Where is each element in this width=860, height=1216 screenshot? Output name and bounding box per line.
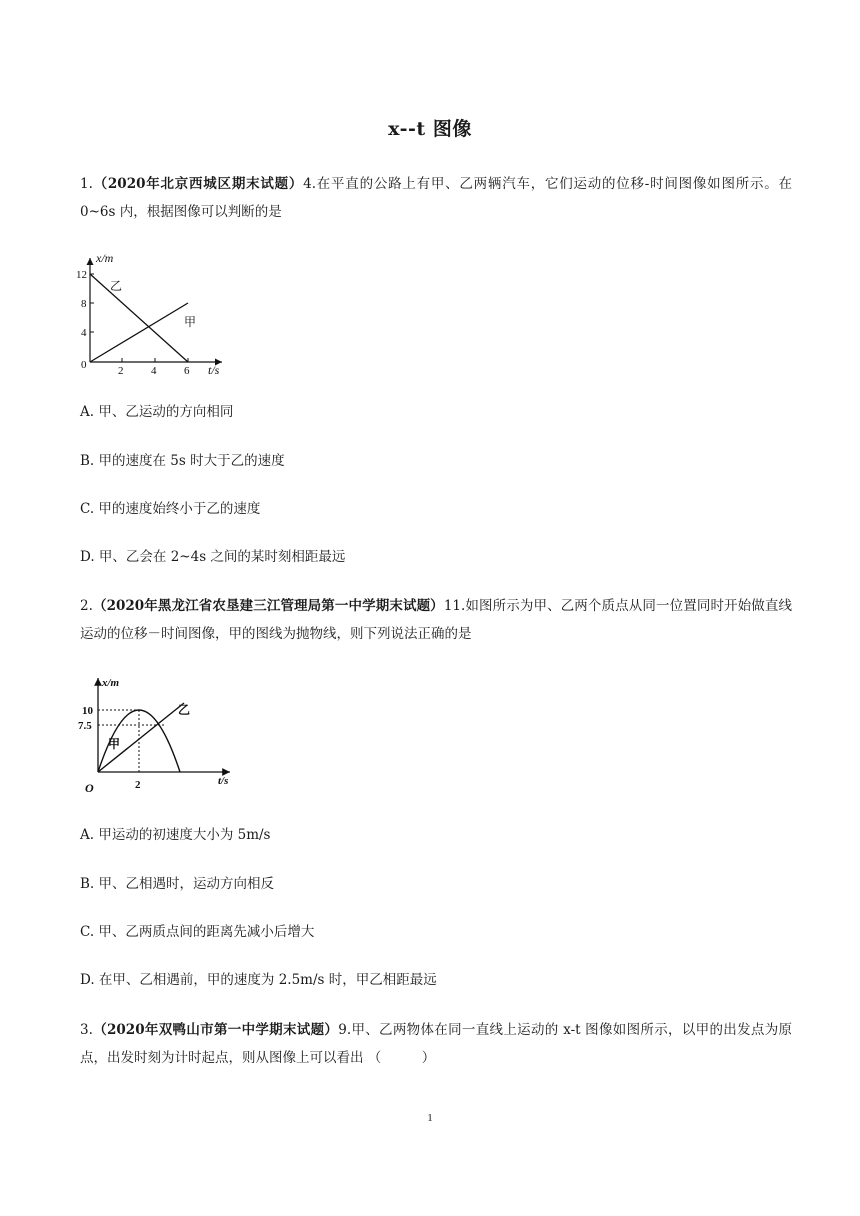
y-axis-label: x/m [102,677,120,689]
question-3-number: 3. [80,1022,93,1038]
line-yi-label: 乙 [178,703,191,717]
question-1-option-c: C. 甲的速度始终小于乙的速度 [80,501,261,517]
y-axis-label: x/m [96,251,114,265]
question-3-source: （2020年双鸭山市第一中学期末试题） [92,1022,339,1038]
x-tick-label: 2 [135,779,141,791]
x-tick-label: 4 [151,365,157,377]
question-2-number: 2. [80,598,93,614]
question-1-source: （2020年北京西城区期末试题） [92,176,304,192]
question-1-option-d: D. 甲、乙会在 2~4s 之间的某时刻相距最远 [80,549,346,565]
line-jia [90,303,188,362]
question-3-text: 9.甲、乙两物体在同一直线上运动的 x-t 图像如图所示，以甲的出发点为原点，出发时刻为计时起点，则从图像上可以看出 （ ） [80,1022,793,1066]
question-3-stem [80,1016,792,1072]
question-1-text: 4.在平直的公路上有甲、乙两辆汽车，它们运动的位移-时间图像如图所示。在 0~6s 内，根据图像可以判断的是 [80,176,792,220]
question-2-option-c: C. 甲、乙两质点间的距离先减小后增大 [80,924,315,940]
question-2-source: （2020年黑龙江省农垦建三江管理局第一中学期末试题） [92,598,444,614]
question-2-option-b: B. 甲、乙相遇时，运动方向相反 [80,876,275,892]
question-2-option-a: A. 甲运动的初速度大小为 5m/s [80,827,271,843]
question-2-figure [78,672,238,802]
page-title: x--t 图像 [388,118,472,140]
line-yi [90,274,188,362]
line-yi-label: 乙 [110,279,123,293]
y-tick-label: 4 [81,327,87,339]
origin-label: O [85,781,94,795]
question-1-stem [80,170,792,226]
origin-label: 0 [81,359,87,371]
question-2-option-d: D. 在甲、乙相遇前，甲的速度为 2.5m/s 时，甲乙相距最远 [80,972,437,988]
line-jia-label: 甲 [184,315,197,329]
y-tick-label: 10 [82,705,93,717]
x-tick-label: 2 [118,365,124,377]
x-axis-label: t/s [208,363,220,377]
question-1-number: 1. [80,176,93,192]
question-2-text: 11.如图所示为甲、乙两个质点从同一位置同时开始做直线运动的位移－时间图像，甲的图线为抛物线，则下列说法正确的是 [80,598,793,642]
question-1-option-b: B. 甲的速度在 5s 时大于乙的速度 [80,453,285,469]
question-1-figure [76,250,236,380]
page-number: 1 [427,1112,433,1124]
x-axis-label: t/s [218,775,229,787]
question-2-stem [80,592,792,648]
question-1-option-a: A. 甲、乙运动的方向相同 [80,404,234,420]
x-tick-label: 6 [184,365,190,377]
y-tick-label: 12 [76,269,87,281]
y-tick-label: 7.5 [78,720,92,732]
y-tick-label: 8 [81,298,87,310]
curve-jia-label: 甲 [108,737,121,751]
